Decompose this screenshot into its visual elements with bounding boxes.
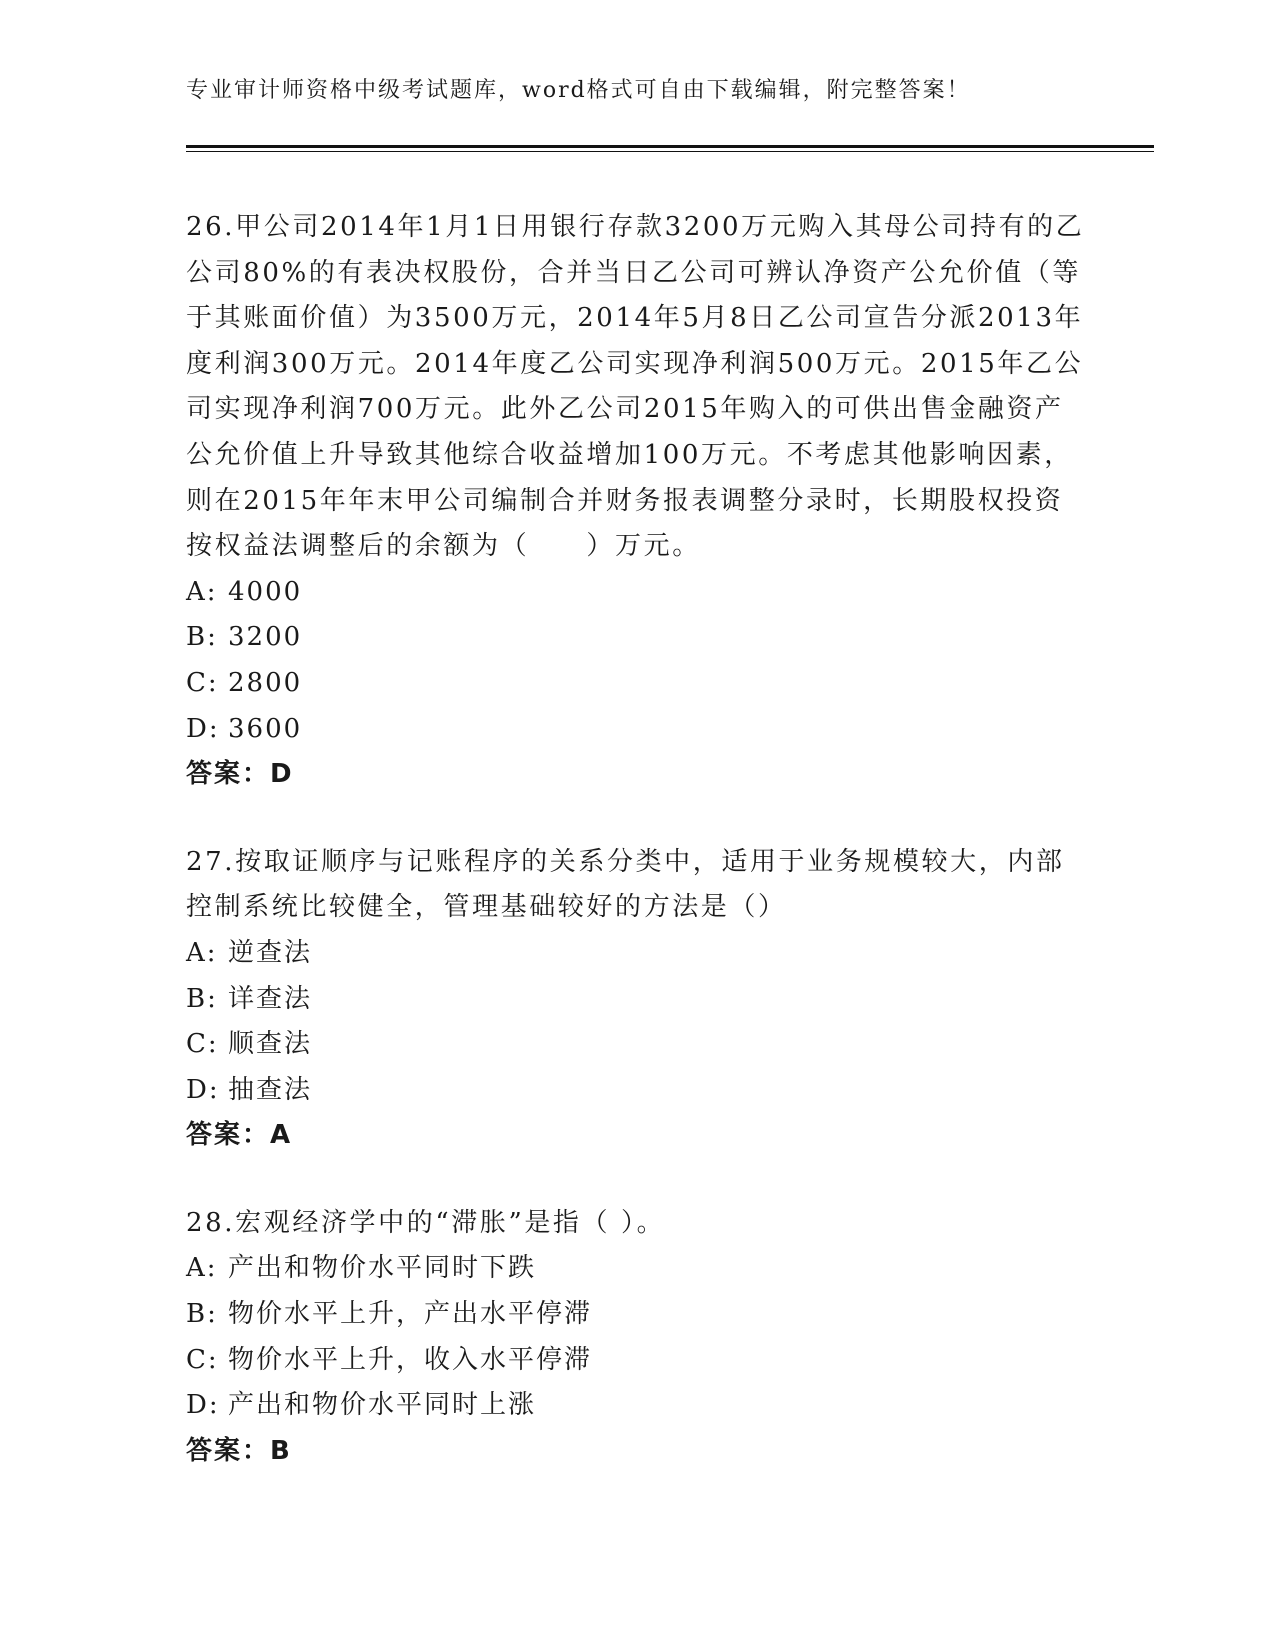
option-a [186,931,1086,977]
option-text: 产出和物价水平同时上涨 [228,1390,537,1421]
option-d [186,707,1086,753]
question-text: 27.按取证顺序与记账程序的关系分类中，适用于业务规模较大，内部控制系统比较健全，管理基础较好的方法是（） [186,846,1065,923]
page-header: 专业审计师资格中级考试题库，word格式可自由下载编辑，附完整答案！ [186,78,971,103]
option-letter: C: [186,667,219,698]
option-b [186,1292,1086,1338]
option-text: 产出和物价水平同时下跌 [228,1253,537,1284]
option-text: 详查法 [228,983,313,1014]
question-text: 26.甲公司2014年1月1日用银行存款3200万元购入其母公司持有的乙公司80%的有表决权股份，合并当日乙公司可辨认净资产公允价值（等于其账面价值）为3500万元，2014年5月8日乙公司宣告分派2013年度利润300万元。2014年度乙公司实现净利润500万元。2015年乙公司实现净利润700万元。此外乙公司2015年购入的可供出售金融资产公允价值上升导致其他综合收益增加100万元。不考虑其他影响因素，则在2015年年末甲公司编制合并财务报表调整分录时，长期股权投资按权益法调整后的余额为（ ）万元。 [186,212,1085,562]
option-a [186,570,1086,616]
option-letter: D: [186,1390,220,1421]
answer-line: 答案：A [186,1120,293,1151]
option-text: 2800 [228,667,303,698]
option-letter: A: [186,937,218,968]
answer-line: 答案：B [186,1435,292,1466]
option-text: 顺查法 [228,1029,313,1060]
option-letter: B: [186,1299,218,1330]
question-text: 28.宏观经济学中的“滞胀”是指（ ）。 [186,1207,666,1238]
question-28 [186,1201,1086,1475]
option-letter: D: [186,1074,220,1105]
option-text: 3600 [228,713,303,744]
option-c [186,1338,1086,1384]
option-letter: B: [186,983,218,1014]
question-26 [186,205,1086,798]
option-letter: C: [186,1029,219,1060]
option-a [186,1246,1086,1292]
question-list [186,205,1086,1516]
option-d [186,1068,1086,1114]
question-27 [186,840,1086,1159]
option-c [186,1022,1086,1068]
header-divider-thick [186,145,1154,148]
option-text: 4000 [228,576,303,607]
option-text: 3200 [228,622,303,653]
option-c [186,661,1086,707]
option-letter: A: [186,1253,218,1284]
answer-line: 答案：D [186,759,294,790]
option-b [186,615,1086,661]
option-text: 逆查法 [228,937,313,968]
option-letter: D: [186,713,220,744]
option-b [186,977,1086,1023]
option-letter: A: [186,576,218,607]
option-letter: C: [186,1344,219,1375]
option-letter: B: [186,622,218,653]
option-text: 物价水平上升，收入水平停滞 [228,1344,593,1375]
option-d [186,1383,1086,1429]
option-text: 物价水平上升，产出水平停滞 [228,1299,593,1330]
header-divider-thin [186,151,1154,152]
option-text: 抽查法 [228,1074,313,1105]
